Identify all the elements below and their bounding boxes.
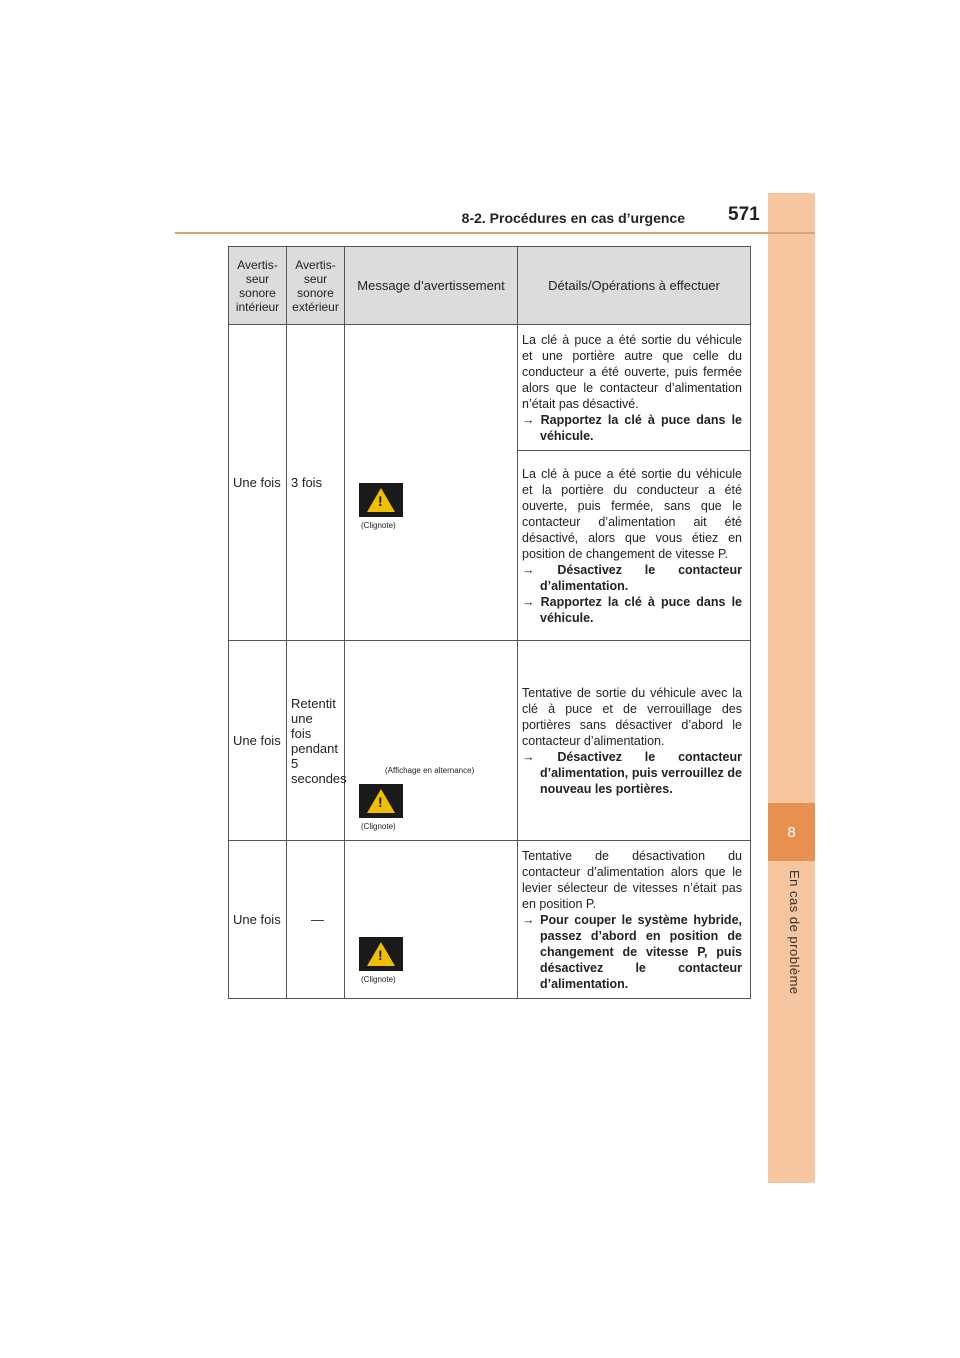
chapter-number: 8 bbox=[768, 803, 815, 861]
details-text: Tentative de sortie du véhicule avec la clé à puce et de verrouillage des portières sans désactiver d’abord le contacteur d’alimentation. bbox=[522, 685, 742, 748]
details-cell bbox=[518, 841, 751, 999]
warning-triangle-icon: ! bbox=[359, 937, 403, 971]
exterior-buzzer-cell: 3 fois bbox=[287, 325, 345, 641]
header-details: Détails/Opérations à effectuer bbox=[518, 247, 751, 325]
warning-message-cell bbox=[345, 841, 518, 999]
table-header-row bbox=[229, 247, 751, 325]
warning-triangle-icon: ! bbox=[359, 784, 403, 818]
table-row bbox=[229, 325, 751, 451]
header-rule bbox=[175, 232, 815, 234]
details-text: La clé à puce a été sortie du véhicule et la portière du conducteur a été ouverte, puis fermée, sans que le contacteur d’alimentation ait été désactivé, alors que vous étiez en position de changement de vitesse P. bbox=[522, 466, 742, 561]
blink-caption: (Clignote) bbox=[361, 975, 396, 984]
exterior-buzzer-cell: — bbox=[287, 841, 345, 999]
interior-buzzer-cell: Une fois bbox=[229, 641, 287, 841]
warning-message-cell bbox=[345, 641, 518, 841]
blink-caption: (Clignote) bbox=[361, 521, 396, 530]
header-message: Message d’avertissement bbox=[345, 247, 518, 325]
action-item: → Rapportez la clé à puce dans le véhicule. bbox=[522, 594, 742, 625]
header-exterior-buzzer: Avertis-seur sonore extérieur bbox=[287, 247, 345, 325]
details-cell bbox=[518, 451, 751, 641]
action-item: → Pour couper le système hybride, passez d’abord en position de changement de vitesse P, puis désactivez le contacteur d’alimentation. bbox=[522, 912, 742, 991]
details-cell bbox=[518, 641, 751, 841]
section-title: 8-2. Procédures en cas d’urgence bbox=[461, 210, 685, 226]
action-item: → Désactivez le contacteur d’alimentation. bbox=[522, 562, 742, 593]
warning-triangle-icon: ! bbox=[359, 483, 403, 517]
action-item: → Désactivez le contacteur d’alimentation, puis verrouillez de nouveau les portières. bbox=[522, 749, 742, 796]
details-cell bbox=[518, 325, 751, 451]
table-row bbox=[229, 641, 751, 841]
warning-message-cell bbox=[345, 325, 518, 641]
header-interior-buzzer: Avertis-seur sonore intérieur bbox=[229, 247, 287, 325]
table-row bbox=[229, 841, 751, 999]
page-number: 571 bbox=[728, 204, 760, 225]
exterior-buzzer-cell: Retentit une fois pendant 5 secondes bbox=[287, 641, 345, 841]
action-item: → Rapportez la clé à puce dans le véhicule. bbox=[522, 412, 742, 443]
interior-buzzer-cell: Une fois bbox=[229, 841, 287, 999]
blink-caption: (Clignote) bbox=[361, 822, 396, 831]
details-text: Tentative de désactivation du contacteur d’alimentation alors que le levier sélecteur de vitesses n’était pas en position P. bbox=[522, 848, 742, 911]
interior-buzzer-cell: Une fois bbox=[229, 325, 287, 641]
alternating-caption: (Affichage en alternance) bbox=[385, 766, 475, 775]
details-text: La clé à puce a été sortie du véhicule et une portière autre que celle du conducteur a été ouverte, puis fermée alors que le contacteur d’alimentation n’était pas désactivé. bbox=[522, 332, 742, 411]
warning-table bbox=[228, 246, 751, 999]
chapter-label: En cas de problème bbox=[787, 870, 802, 995]
